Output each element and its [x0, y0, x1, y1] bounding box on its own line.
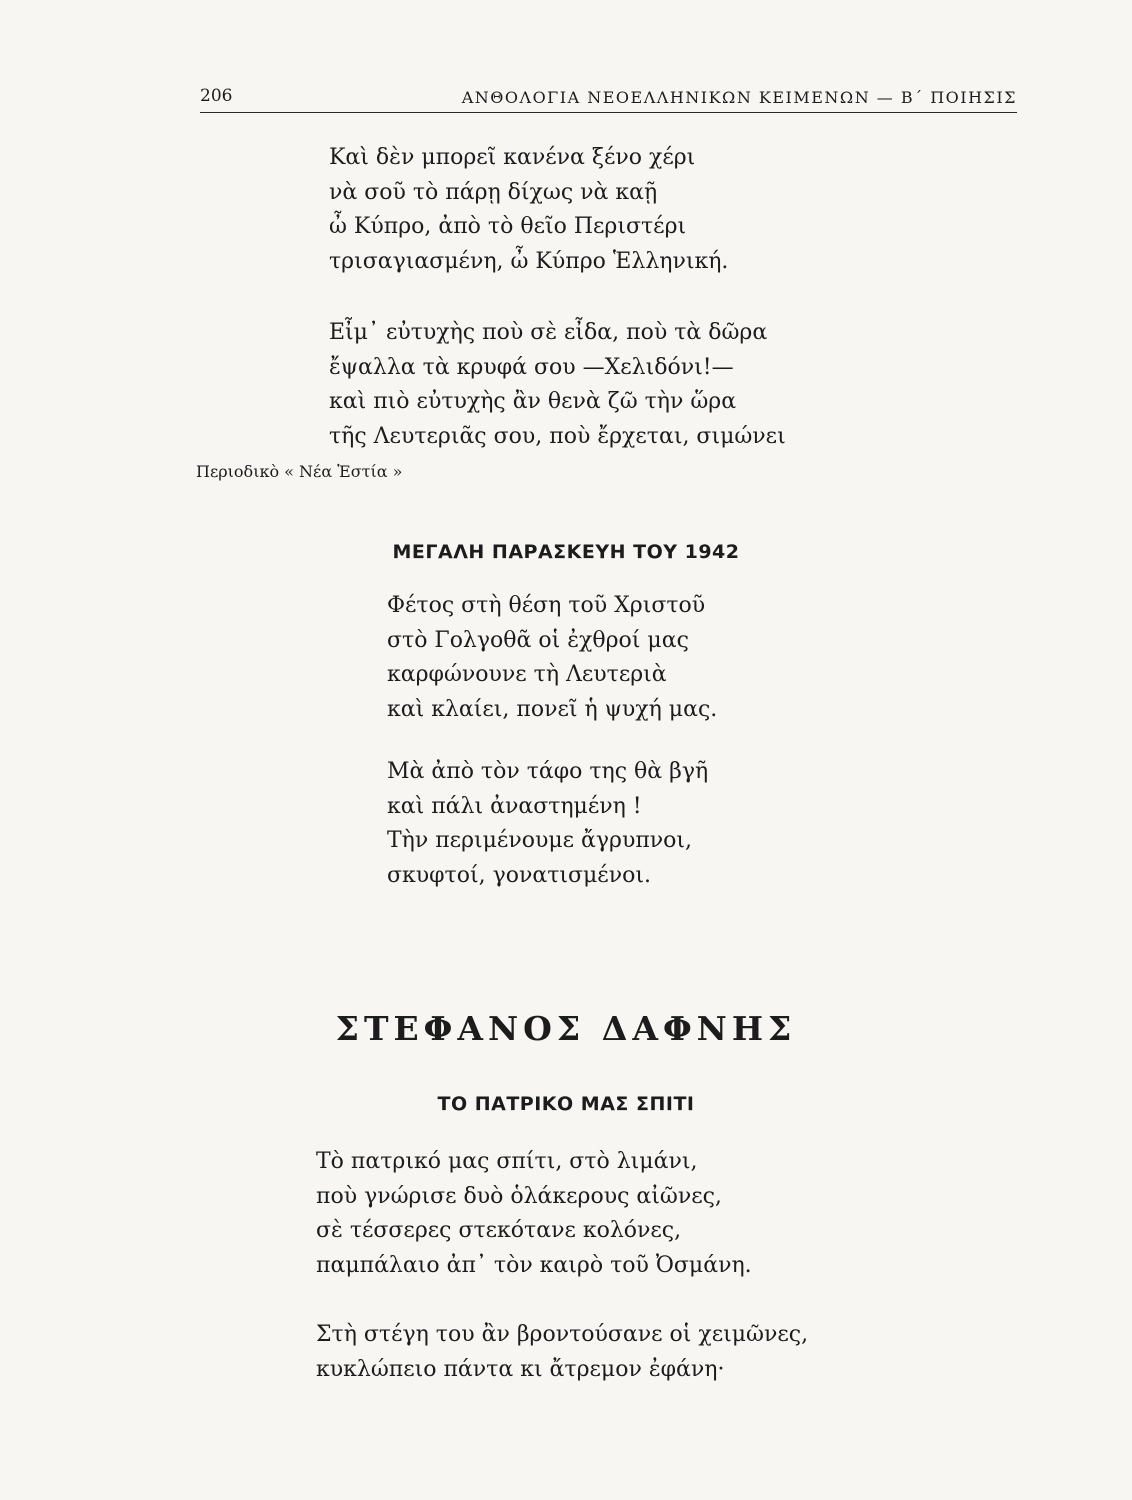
verse-line: νὰ σοῦ τὸ πάρῃ δίχως νὰ καῇ: [329, 179, 658, 205]
verse-line: Τὸ πατρικό μας σπίτι, στὸ λιμάνι,: [316, 1149, 698, 1174]
poem3-stanza1: [316, 1145, 752, 1283]
verse-line: καὶ πάλι ἀναστημένη !: [387, 793, 642, 819]
verse-line: σὲ τέσσερες στεκότανε κολόνες,: [316, 1218, 682, 1243]
verse-line: καρφώνουνε τὴ Λευτεριὰ: [387, 662, 667, 687]
page-number: 206: [200, 86, 233, 106]
verse-line: ὦ Κύπρο, ἀπὸ τὸ θεῖο Περιστέρι: [329, 214, 687, 239]
poem1-stanza2: [329, 316, 786, 454]
poet-name: ΣΤΕΦΑΝΟΣ ΔΑΦΝΗΣ: [335, 1009, 797, 1048]
poem2-title: ΜΕΓΑΛΗ ΠΑΡΑΣΚΕΥΗ ΤΟΥ 1942: [392, 541, 740, 563]
verse-line: κυκλώπειο πάντα κι ἄτρεμον ἐφάνη·: [316, 1356, 725, 1382]
verse-line: Μὰ ἀπὸ τὸν τάφο της θὰ βγῆ: [387, 759, 709, 784]
verse-line: καὶ κλαίει, πονεῖ ἡ ψυχή μας.: [387, 696, 718, 722]
verse-line: στὸ Γολγοθᾶ οἱ ἐχθροί μας: [387, 627, 689, 653]
verse-line: καὶ πιὸ εὐτυχὴς ἂν θενὰ ζῶ τὴν ὥρα: [329, 389, 737, 414]
verse-line: Στὴ στέγη του ἂν βροντούσανε οἱ χειμῶνες,: [316, 1322, 809, 1347]
verse-line: ποὺ γνώρισε δυὸ ὁλάκερους αἰῶνες,: [316, 1183, 722, 1209]
verse-line: Εἶμ᾽ εὐτυχὴς ποὺ σὲ εἶδα, ποὺ τὰ δῶρα: [329, 320, 768, 345]
page-header: [200, 86, 1017, 113]
verse-line: τῆς Λευτεριᾶς σου, ποὺ ἔρχεται, σιμώνει: [329, 423, 786, 449]
running-title: ΑΝΘΟΛΟΓΙΑ ΝΕΟΕΛΛΗΝΙΚΩΝ ΚΕΙΜΕΝΩΝ — Β΄ ΠΟΙΗΣΙΣ: [461, 88, 1017, 107]
verse-line: παμπάλαιο ἀπ᾽ τὸν καιρὸ τοῦ Ὀσμάνη.: [316, 1252, 752, 1278]
poem3-title: ΤΟ ΠΑΤΡΙΚΟ ΜΑΣ ΣΠΙΤΙ: [437, 1093, 695, 1115]
verse-line: σκυφτοί, γονατισμένοι.: [387, 862, 651, 888]
poem1-stanza1: [329, 141, 728, 279]
verse-line: Καὶ δὲν μπορεῖ κανένα ξένο χέρι: [329, 145, 696, 170]
verse-line: Τὴν περιμένουμε ἄγρυπνοι,: [387, 828, 693, 853]
poem3-stanza2: [316, 1318, 808, 1387]
poem2-stanza1: [387, 589, 717, 727]
verse-line: ἔψαλλα τὰ κρυφά σου —Χελιδόνι!—: [329, 354, 734, 380]
verse-line: Φέτος στὴ θέση τοῦ Χριστοῦ: [387, 593, 706, 618]
verse-line: τρισαγιασμένη, ὦ Κύπρο Ἑλληνική.: [329, 248, 729, 274]
poem1-source: Περιοδικὸ « Νέα Ἑστία »: [196, 462, 403, 481]
poem2-stanza2: [387, 755, 708, 893]
